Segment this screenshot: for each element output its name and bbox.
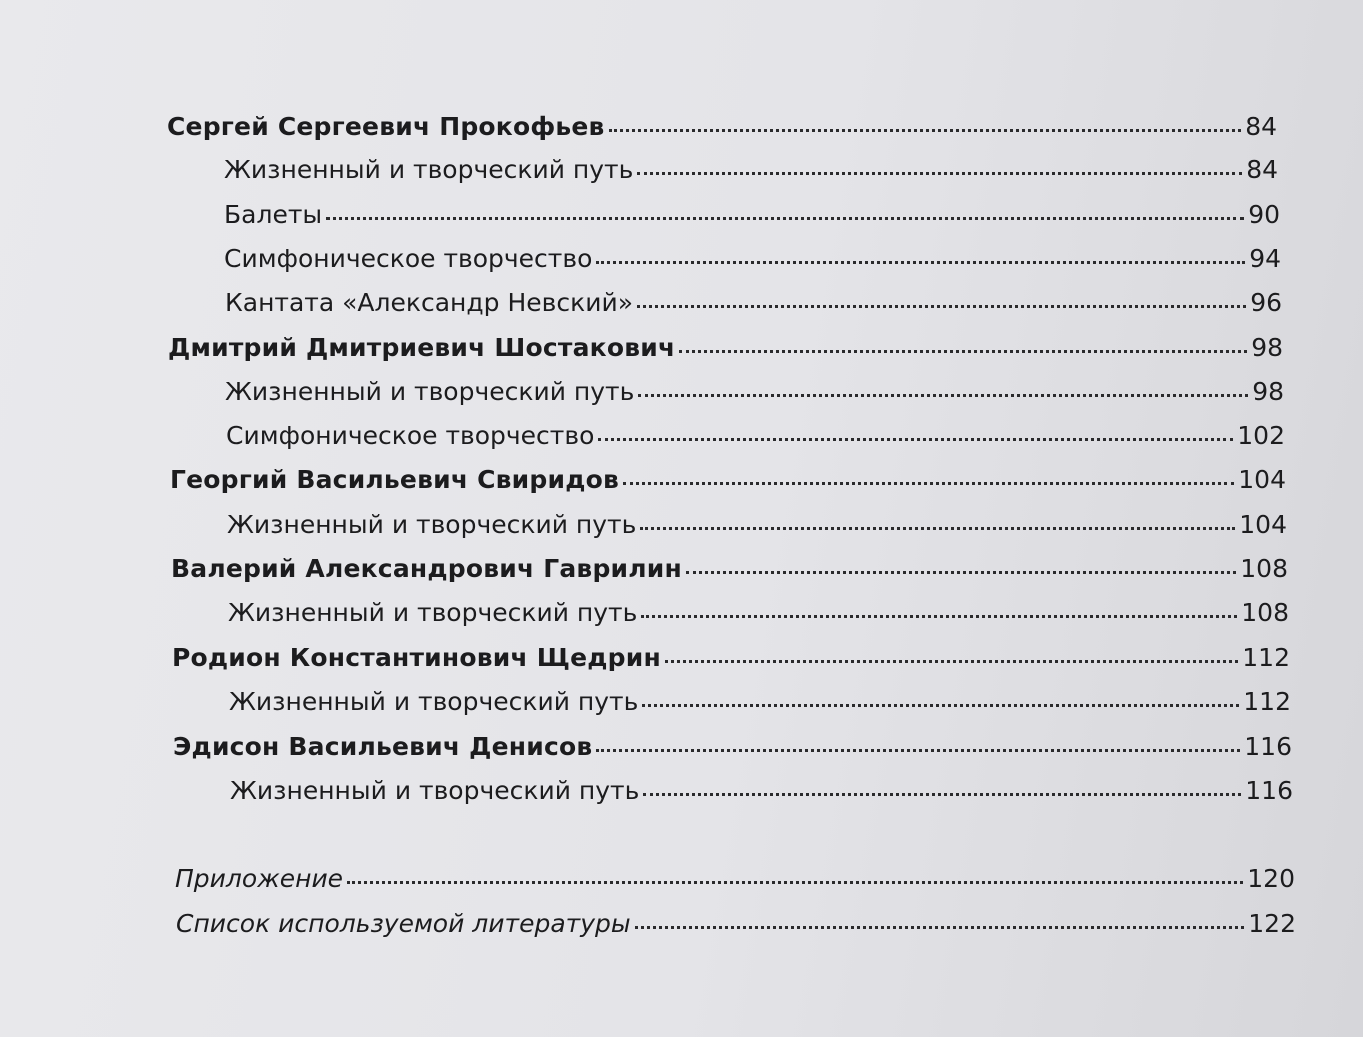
toc-entry bbox=[226, 421, 1285, 450]
toc-entry-page: 112 bbox=[1243, 687, 1291, 716]
toc-entry bbox=[173, 732, 1292, 761]
toc-entry-page: 108 bbox=[1240, 554, 1288, 583]
toc-entry-title: Список используемой литературы bbox=[176, 909, 631, 938]
dot-leader bbox=[596, 749, 1240, 752]
dot-leader bbox=[686, 571, 1236, 574]
toc-entry-title: Георгий Васильевич Свиридов bbox=[170, 465, 619, 494]
toc-entry-title: Жизненный и творческий путь bbox=[227, 510, 637, 539]
toc-entry-page: 108 bbox=[1241, 598, 1289, 627]
toc-entry-page: 94 bbox=[1249, 244, 1281, 273]
dot-leader bbox=[665, 660, 1238, 663]
dot-leader bbox=[635, 926, 1245, 929]
toc-entry-title: Приложение bbox=[175, 864, 344, 893]
dot-leader bbox=[596, 261, 1245, 264]
toc-entry-page: 98 bbox=[1251, 333, 1283, 362]
toc-entry bbox=[228, 598, 1289, 627]
toc-entry bbox=[167, 112, 1277, 141]
toc-entry-title: Жизненный и творческий путь bbox=[228, 598, 638, 627]
dot-leader bbox=[640, 527, 1235, 530]
dot-leader bbox=[643, 793, 1241, 796]
toc-entry-page: 104 bbox=[1238, 465, 1286, 494]
toc-entry-page: 116 bbox=[1244, 732, 1292, 761]
toc-entry-page: 102 bbox=[1237, 421, 1285, 450]
dot-leader bbox=[637, 305, 1246, 308]
toc-entry bbox=[176, 909, 1296, 938]
toc-entry bbox=[170, 465, 1286, 494]
toc-entry bbox=[171, 554, 1288, 583]
toc-entry bbox=[224, 200, 1280, 229]
dot-leader bbox=[679, 350, 1247, 353]
toc-entry-title: Жизненный и творческий путь bbox=[224, 155, 634, 184]
toc-entry-page: 112 bbox=[1242, 643, 1290, 672]
toc-entry-title: Валерий Александрович Гаврилин bbox=[171, 554, 682, 583]
toc-entry-title: Жизненный и творческий путь bbox=[225, 377, 635, 406]
toc-entry-page: 84 bbox=[1246, 155, 1278, 184]
toc-entry-title: Сергей Сергеевич Прокофьев bbox=[167, 112, 605, 141]
dot-leader bbox=[326, 217, 1244, 220]
toc-entry-title: Жизненный и творческий путь bbox=[229, 687, 639, 716]
toc-entry-page: 104 bbox=[1239, 510, 1287, 539]
dot-leader bbox=[638, 394, 1248, 397]
toc-entry bbox=[175, 864, 1295, 893]
dot-leader bbox=[609, 129, 1242, 132]
toc-entry bbox=[224, 244, 1281, 273]
toc-entry-title: Симфоническое творчество bbox=[224, 244, 593, 273]
toc-entry-title: Эдисон Васильевич Денисов bbox=[173, 732, 593, 761]
toc-entry-title: Балеты bbox=[224, 200, 323, 229]
toc-entry bbox=[225, 377, 1284, 406]
dot-leader bbox=[642, 704, 1239, 707]
dot-leader bbox=[347, 881, 1243, 884]
toc-entry bbox=[224, 155, 1278, 184]
toc-entry bbox=[168, 333, 1283, 362]
toc-entry-title: Жизненный и творческий путь bbox=[230, 776, 640, 805]
dot-leader bbox=[598, 438, 1233, 441]
toc-entry-page: 96 bbox=[1250, 288, 1282, 317]
toc-entry bbox=[230, 776, 1293, 805]
toc-entry bbox=[229, 687, 1291, 716]
toc-entry bbox=[172, 643, 1290, 672]
toc-entry-title: Родион Константинович Щедрин bbox=[172, 643, 661, 672]
toc-entry bbox=[225, 288, 1282, 317]
toc-entry-page: 116 bbox=[1245, 776, 1293, 805]
dot-leader bbox=[641, 615, 1237, 618]
toc-entry-page: 84 bbox=[1245, 112, 1277, 141]
toc-entry-title: Кантата «Александр Невский» bbox=[225, 288, 634, 317]
toc-entry-page: 122 bbox=[1248, 909, 1296, 938]
toc-entry-title: Дмитрий Дмитриевич Шостакович bbox=[168, 333, 676, 362]
dot-leader bbox=[623, 482, 1234, 485]
toc-entry-title: Симфоническое творчество bbox=[226, 421, 595, 450]
dot-leader bbox=[637, 172, 1242, 175]
toc-entry-page: 98 bbox=[1252, 377, 1284, 406]
toc-entry-page: 120 bbox=[1247, 864, 1295, 893]
toc-entry-page: 90 bbox=[1248, 200, 1280, 229]
toc-entry bbox=[227, 510, 1287, 539]
